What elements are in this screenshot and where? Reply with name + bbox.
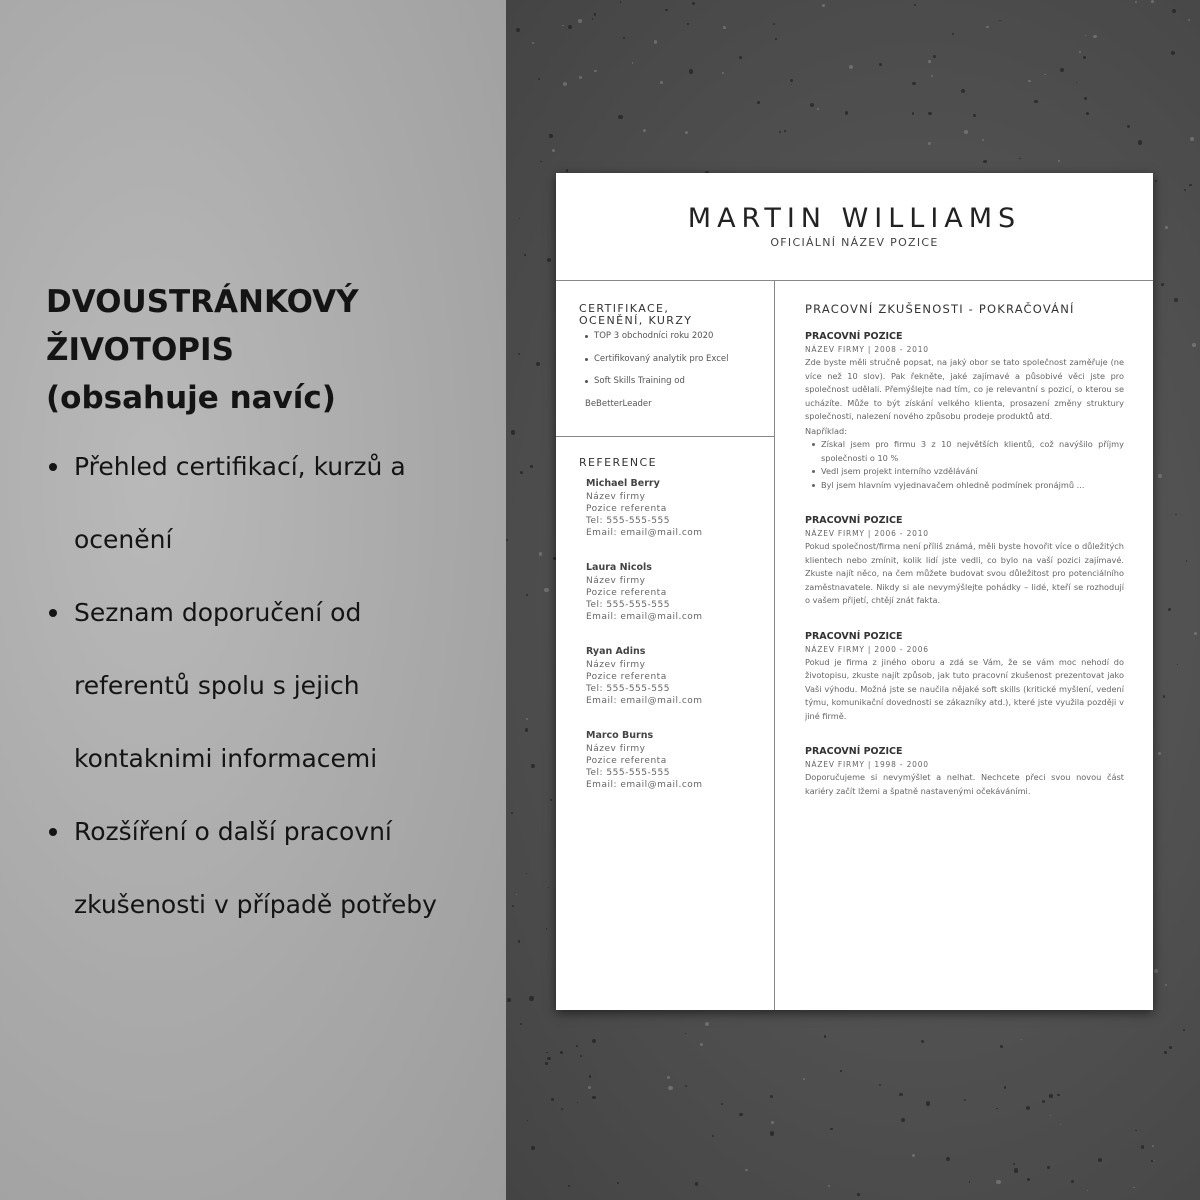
reference-phone: Tel: 555-555-555 [586,684,670,694]
concrete-speck [1083,56,1086,59]
concrete-speck [1058,160,1060,162]
concrete-speck [1163,695,1165,697]
promo-title-line: DVOUSTRÁNKOVÝ [46,284,359,320]
certification-text: TOP 3 obchodníci roku 2020 [594,331,714,341]
concrete-speck [520,1023,523,1026]
concrete-speck [845,111,848,114]
concrete-speck [592,1096,596,1100]
concrete-speck [1060,1124,1061,1125]
reference-company: Název firmy [586,660,646,670]
reference-item [586,477,769,539]
concrete-speck [549,134,552,137]
concrete-speck [1189,184,1192,187]
reference-company: Název firmy [586,492,646,502]
resume-name: MARTIN WILLIAMS [687,203,1022,234]
concrete-speck [1098,1158,1102,1162]
concrete-speck [1047,1166,1050,1169]
concrete-speck [1158,474,1162,478]
concrete-speck [952,33,955,36]
concrete-speck [700,1043,703,1046]
references-heading: REFERENCE [579,456,657,469]
concrete-speck [986,26,988,28]
experience-section [805,302,1124,798]
concrete-speck [901,1118,905,1122]
concrete-speck [562,25,563,26]
feature-item-continuation: ocenění [74,525,173,554]
job-example-label: Například: [805,425,847,436]
concrete-speck [687,23,690,26]
feature-item-continuation: kontaknimi informacemi [74,744,378,773]
reference-role: Pozice referenta [586,672,667,682]
reference-company: Název firmy [586,744,646,754]
promo-panel [0,0,506,1200]
concrete-speck [685,131,688,134]
concrete-speck [1171,51,1175,55]
concrete-speck [1158,752,1161,755]
concrete-speck [722,72,724,74]
concrete-speck [592,18,594,20]
concrete-speck [617,1182,619,1184]
concrete-speck [518,940,521,943]
certification-text: Certifikovaný analytik pro Excel [594,353,729,364]
job-entry [805,330,1124,492]
concrete-speck [685,1085,687,1087]
promo-title-line: (obsahuje navíc) [46,380,336,416]
concrete-speck [566,169,568,171]
concrete-speck [803,1078,805,1080]
concrete-speck [563,82,567,86]
concrete-speck [547,258,551,262]
concrete-speck [1042,1100,1045,1103]
reference-name: Marco Burns [586,730,654,741]
concrete-speck [685,1033,686,1034]
concrete-speck [1004,1086,1006,1088]
concrete-speck [654,40,657,43]
concrete-speck [516,28,520,32]
concrete-speck [552,149,555,152]
certification-item [585,354,769,366]
concrete-speck [695,1182,699,1186]
concrete-speck [770,1095,773,1098]
concrete-speck [1174,298,1178,302]
job-achievement-item: Byl jsem hlavním vyjednavačem ohledně podmínek pronájmů ... [812,479,1124,493]
concrete-speck [775,38,777,40]
job-achievement-item: Vedl jsem projekt interního vzdělávání [812,465,1124,479]
concrete-speck [1164,1051,1167,1054]
certification-text: Soft Skills Training od [594,376,685,386]
concrete-speck [946,1157,950,1161]
concrete-speck [931,75,933,77]
job-entry [805,745,1124,798]
job-description: Doporučujeme si nevymýšlet a nelhat. Nechcete přeci svou novou část kariéry začít lžemi a špatně nastavenými očekáváními. [805,772,1124,796]
concrete-speck [689,69,693,73]
concrete-speck [822,4,825,7]
concrete-speck [779,131,781,133]
concrete-speck [531,764,535,768]
concrete-speck [1188,19,1191,22]
concrete-speck [1093,35,1097,39]
job-achievements [812,438,1124,492]
concrete-speck [512,905,514,907]
concrete-speck [1086,112,1088,114]
concrete-speck [520,471,523,474]
concrete-speck [660,81,663,84]
concrete-speck [618,115,622,119]
reference-name: Michael Berry [586,478,660,489]
concrete-speck [539,552,543,556]
reference-role: Pozice referenta [586,504,667,514]
concrete-speck [550,799,552,801]
concrete-speck [594,70,596,72]
concrete-speck [1084,97,1087,100]
concrete-speck [540,161,542,163]
concrete-speck [933,55,937,59]
job-description: Zde byste měli stručně popsat, na jaký obor se tato společnost zaměřuje (ne více než 10 slov). Pak řekněte, jaké zajímavé a působivé věci jste pro společnost udělali. Přemýšlejte nad tím, co je relevantní s pozicí, o kterou se ucházíte. Může to být získání velkého klienta, prosazení změny struktury společnosti, nalezení nového způsobu prodeje produktů atd. [805,357,1124,421]
certification-text-continuation: BeBetterLeader [585,398,652,409]
concrete-speck [982,139,984,141]
concrete-speck [721,1103,723,1105]
concrete-speck [568,1185,571,1188]
concrete-speck [973,114,976,117]
concrete-speck [532,42,534,44]
concrete-speck [536,362,540,366]
concrete-speck [773,23,776,26]
concrete-speck [849,65,853,69]
concrete-speck [643,129,647,133]
concrete-speck [739,56,742,59]
concrete-speck [1034,100,1037,103]
concrete-speck [1138,140,1142,144]
column-divider [774,280,775,1010]
concrete-speck [511,430,515,434]
concrete-speck [1151,1160,1153,1162]
concrete-speck [620,1,621,2]
concrete-speck [1186,560,1188,562]
feature-item-continuation: zkušenosti v případě potřeby [74,890,437,919]
concrete-speck [961,89,965,93]
concrete-speck [1021,1039,1022,1040]
concrete-speck [1141,1145,1145,1149]
reference-role: Pozice referenta [586,588,667,598]
concrete-speck [914,4,916,6]
concrete-speck [996,1108,998,1110]
promo-title-line: ŽIVOTOPIS [46,332,234,368]
concrete-speck [723,26,726,29]
concrete-speck [1044,74,1046,76]
certifications-heading: CERTIFIKACE, OCENĚNÍ, KURZY [579,302,693,327]
concrete-speck [511,812,513,814]
concrete-speck [912,82,915,85]
concrete-speck [912,1154,916,1158]
concrete-speck [623,37,625,39]
concrete-speck [667,1076,671,1080]
concrete-speck [1085,35,1086,36]
concrete-speck [1155,180,1157,182]
concrete-speck [857,1193,859,1195]
concrete-speck [1168,608,1171,611]
concrete-speck [791,84,793,86]
concrete-speck [1050,1115,1052,1117]
job-entry [805,630,1124,724]
concrete-speck [1014,1168,1018,1172]
concrete-speck [1087,1190,1088,1191]
concrete-speck [879,63,882,66]
concrete-speck [1027,1178,1030,1181]
concrete-speck [1133,1187,1134,1188]
reference-phone: Tel: 555-555-555 [586,600,670,610]
concrete-speck [1154,969,1158,973]
reference-name: Ryan Adins [586,646,646,657]
concrete-speck [518,353,520,355]
concrete-speck [1152,1145,1154,1147]
divider [556,280,1153,281]
concrete-speck [526,594,528,596]
concrete-speck [546,1052,547,1053]
concrete-speck [1000,1045,1003,1048]
feature-item-continuation: referentů spolu s jejich [74,671,360,700]
concrete-speck [568,25,572,29]
reference-role: Pozice referenta [586,756,667,766]
concrete-speck [1049,1094,1052,1097]
reference-company: Název firmy [586,576,646,586]
promo-title [46,278,486,422]
concrete-speck [1172,9,1176,13]
concrete-speck [538,78,540,80]
divider [556,436,774,437]
concrete-speck [561,1108,563,1110]
reference-item [586,729,769,791]
concrete-speck [790,79,793,82]
reference-email: Email: email@mail.com [586,528,703,538]
concrete-speck [926,1101,930,1105]
job-description: Pokud společnost/firma není příliš známá, měli byste hovořit více o důležitých klientech nebo zmínit, kolik lidí jste vedli, co bylo na vaší pozici zajímavé. Zkuste najít něco, na čem můžete budovat svou důležitost pro potenciálního zaměstnavatele. Nikdy si ale nevymýšlejte pohádky – lidé, kteří se rozhodují o vašem přijetí, chtějí znát fakta. [805,541,1124,605]
concrete-speck [1177,664,1178,665]
job-list [805,330,1124,798]
concrete-speck [594,13,597,16]
concrete-speck [1165,226,1168,229]
concrete-speck [544,588,548,592]
concrete-speck [576,1045,578,1047]
reference-email: Email: email@mail.com [586,612,703,622]
concrete-speck [1060,68,1064,72]
concrete-speck [879,1084,881,1086]
resume-page [556,173,1153,1010]
concrete-speck [899,1093,903,1097]
job-achievement-item: Získal jsem pro firmu 3 z 10 největších klientů, což navýšilo příjmy společnosti o 10 % [812,438,1124,465]
concrete-speck [757,101,760,104]
concrete-speck [1135,1,1137,3]
feature-list [46,430,496,941]
reference-item [586,561,769,623]
concrete-speck [712,1135,714,1137]
certification-item [585,331,769,343]
concrete-speck [547,1057,550,1060]
job-title: PRACOVNÍ POZICE [805,515,903,526]
concrete-speck [580,1055,582,1057]
job-company-dates: NÁZEV FIRMY | 2006 - 2010 [805,529,929,538]
concrete-speck [983,160,987,164]
concrete-speck [1194,632,1197,635]
concrete-speck [560,1051,563,1054]
concrete-speck [1071,1180,1073,1182]
job-title: PRACOVNÍ POZICE [805,746,903,757]
reference-email: Email: email@mail.com [586,780,703,790]
experience-heading: PRACOVNÍ ZKUŠENOSTI - POKRAČOVÁNÍ [805,302,1075,316]
concrete-speck [632,62,633,63]
concrete-speck [579,76,582,79]
concrete-speck [545,1062,547,1064]
concrete-speck [506,539,508,541]
concrete-speck [1076,82,1077,83]
concrete-speck [530,465,533,468]
concrete-speck [840,1070,841,1071]
concrete-speck [912,112,915,115]
concrete-speck [810,103,814,107]
concrete-speck [1028,80,1031,83]
concrete-speck [516,894,517,895]
concrete-speck [577,1102,578,1103]
references-section [579,457,769,791]
concrete-speck [529,996,533,1000]
concrete-speck [1135,1130,1136,1131]
concrete-speck [578,19,582,23]
concrete-speck [928,60,931,63]
concrete-speck [824,1035,827,1038]
job-company-dates: NÁZEV FIRMY | 2008 - 2010 [805,345,929,354]
concrete-speck [745,1169,747,1171]
concrete-speck [739,1113,743,1117]
resume-position-title: OFICIÁLNÍ NÁZEV POZICE [770,236,939,249]
reference-email: Email: email@mail.com [586,696,703,706]
concrete-speck [817,108,819,110]
job-company-dates: NÁZEV FIRMY | 2000 - 2006 [805,644,929,654]
concrete-speck [1154,1160,1155,1161]
certifications-section [579,303,769,421]
concrete-speck [830,1128,832,1130]
concrete-speck [1169,1046,1172,1049]
reference-item [586,645,769,707]
concrete-speck [999,20,1001,22]
feature-item: Seznam doporučení od [46,576,496,649]
job-entry [805,514,1124,608]
job-description: Pokud je firma z jiného oboru a zdá se Vám, že se vám moc nehodí do životopisu, zkuste najít způsob, jak tuto pracovní zkušenost prezentovat jako Vaši výhodu. Možná jste se naučila nějaké soft skills (kritické myšlení, vedení týmu, komunikační dovednosti se zákazníky atd.), které jste využila později v jiné firmě. [805,656,1124,721]
concrete-speck [548,887,549,888]
concrete-speck [921,1040,924,1043]
concrete-speck [1026,1106,1030,1110]
feature-item: Přehled certifikací, kurzů a [46,430,496,503]
concrete-speck [1013,1163,1015,1165]
concrete-speck [1161,283,1164,286]
concrete-speck [784,130,785,131]
feature-item: Rozšíření o další pracovní [46,795,496,868]
concrete-speck [526,718,528,720]
concrete-speck [964,1099,966,1101]
concrete-speck [526,873,527,874]
concrete-speck [928,112,932,116]
concrete-speck [771,1121,774,1124]
certification-item [585,376,769,410]
job-title: PRACOVNÍ POZICE [805,630,903,642]
concrete-speck [507,998,511,1002]
concrete-speck [969,1181,970,1182]
concrete-speck [1151,0,1154,3]
concrete-speck [1183,1029,1185,1031]
concrete-speck [592,1039,596,1043]
concrete-speck [964,130,968,134]
reference-phone: Tel: 555-555-555 [586,768,670,778]
concrete-speck [705,1022,709,1026]
concrete-speck [531,1146,535,1150]
concrete-speck [551,1098,554,1101]
concrete-speck [1165,984,1167,986]
concrete-speck [828,1185,830,1187]
concrete-speck [1190,137,1194,141]
concrete-speck [519,218,520,219]
concrete-speck [692,2,696,6]
concrete-speck [1192,343,1195,346]
concrete-speck [1057,1094,1059,1096]
concrete-speck [524,254,525,255]
concrete-speck [928,142,931,145]
reference-name: Laura Nicols [586,562,652,573]
concrete-speck [665,9,668,12]
job-company-dates: NÁZEV FIRMY | 1998 - 2000 [805,760,929,769]
concrete-speck [770,1131,774,1135]
concrete-speck [589,1075,591,1077]
concrete-speck [668,1086,672,1090]
concrete-speck [996,1180,1000,1184]
concrete-speck [1127,125,1130,128]
concrete-speck [525,728,528,731]
concrete-speck [1019,158,1021,160]
concrete-speck [1175,514,1176,515]
concrete-speck [1184,189,1186,191]
reference-phone: Tel: 555-555-555 [586,516,670,526]
job-title: PRACOVNÍ POZICE [805,331,903,342]
concrete-speck [1079,51,1081,53]
references-list [579,477,769,791]
concrete-speck [527,1120,528,1121]
concrete-speck [588,1086,592,1090]
concrete-speck [546,928,547,929]
certifications-list [585,331,769,410]
